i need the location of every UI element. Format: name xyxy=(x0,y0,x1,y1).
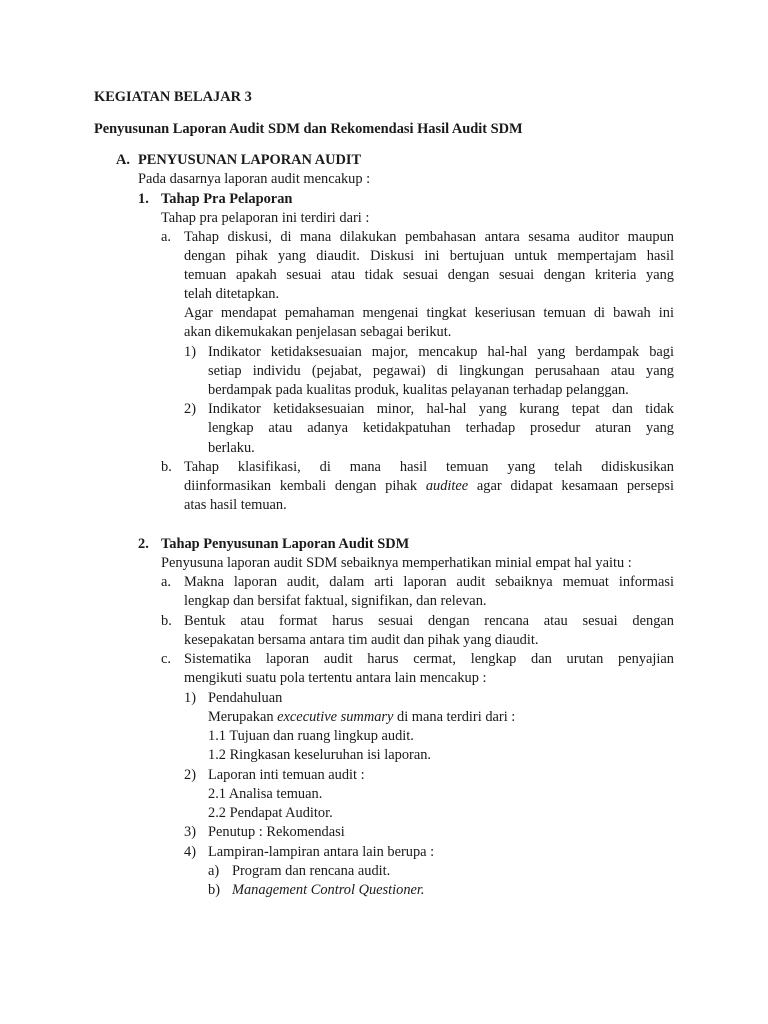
step1-b-line: diinformasikan kembali dengan pihak auditee agar didapat kesamaan persepsi xyxy=(184,478,674,494)
step1-a-line: temuan apakah sesuai atau tidak sesuai dengan sesuai dengan kriteria yang xyxy=(184,267,674,283)
sub-item: 1.2 Ringkasan keseluruhan isi laporan. xyxy=(208,747,432,763)
step1-a-line: Tahap diskusi, di mana dilakukan pembahasan antara sesama auditor maupun xyxy=(184,229,674,245)
step1-a-sub2-label: 2) xyxy=(184,401,196,417)
list-item-desc: Merupakan excecutive summary di mana terdiri dari : xyxy=(208,709,516,725)
page-subtitle: Penyusunan Laporan Audit SDM dan Rekomendasi Hasil Audit SDM xyxy=(94,121,523,137)
emphasis-executive-summary: excecutive summary xyxy=(277,709,394,725)
step2-intro: Penyusuna laporan audit SDM sebaiknya memperhatikan minial empat hal yaitu : xyxy=(161,555,632,571)
step2-c-label: c. xyxy=(161,651,171,667)
section-a-intro: Pada dasarnya laporan audit mencakup : xyxy=(138,171,371,187)
step1-a-sub2-line: berlaku. xyxy=(208,440,255,456)
list-item-text: Laporan inti temuan audit : xyxy=(208,767,365,783)
step1-a-sub2-line: lengkap atau adanya ketidakpatuhan terhadap prosedur aturan yang xyxy=(208,420,674,436)
sub-item: 2.2 Pendapat Auditor. xyxy=(208,805,333,821)
step1-a-sub2-line: Indikator ketidaksesuaian minor, hal-hal yang kurang tepat dan tidak xyxy=(208,401,674,417)
sub-item: 2.1 Analisa temuan. xyxy=(208,786,323,802)
step2-number: 2. xyxy=(138,536,149,552)
list-item-label: 1) xyxy=(184,690,196,706)
section-a-heading: PENYUSUNAN LAPORAN AUDIT xyxy=(138,152,362,168)
step1-a-line: dengan pihak yang diaudit. Diskusi ini bertujuan untuk mempertajam hasil xyxy=(184,248,674,264)
step1-a-sub1-line: berdampak pada kualitas produk, kualitas pelayanan terhadap pelanggan. xyxy=(208,382,629,398)
list-item-text: Penutup : Rekomendasi xyxy=(208,824,345,840)
step1-a-sub1-label: 1) xyxy=(184,344,196,360)
list-item-label: 4) xyxy=(184,844,196,860)
step2-c-line: Sistematika laporan audit harus cermat, lengkap dan urutan penyajian xyxy=(184,651,674,667)
list-item-label: 2) xyxy=(184,767,196,783)
list-item-text: Lampiran-lampiran antara lain berupa : xyxy=(208,844,435,860)
step1-a-line: telah ditetapkan. xyxy=(184,286,280,302)
step2-a-label: a. xyxy=(161,574,171,590)
step1-a-sub1-line: setiap individu (pejabat, pegawai) di lingkungan perusahaan atau yang xyxy=(208,363,674,379)
step2-b-label: b. xyxy=(161,613,172,629)
page-title: KEGIATAN BELAJAR 3 xyxy=(94,89,252,105)
sub-item: Program dan rencana audit. xyxy=(232,863,391,879)
step2-b-line: kesepakatan bersama antara tim audit dan pihak yang diaudit. xyxy=(184,632,539,648)
sub-item: Management Control Questioner. xyxy=(232,882,425,898)
step2-c-line: mengikuti suatu pola tertentu antara lain mencakup : xyxy=(184,670,487,686)
step1-a-label: a. xyxy=(161,229,171,245)
step2-a-line: lengkap dan bersifat faktual, signifikan, dan relevan. xyxy=(184,593,487,609)
emphasis-auditee: auditee xyxy=(425,478,469,494)
section-a-label: A. xyxy=(116,152,130,168)
sub-item-label: b) xyxy=(208,882,220,898)
step1-a-sub1-line: Indikator ketidaksesuaian major, mencakup hal-hal yang berdampak bagi xyxy=(208,344,674,360)
step1-b-line: atas hasil temuan. xyxy=(184,497,287,513)
step1-a-line: akan dikemukakan penjelasan sebagai berikut. xyxy=(184,324,452,340)
step2-a-line: Makna laporan audit, dalam arti laporan audit sebaiknya memuat informasi xyxy=(184,574,674,590)
step1-b-label: b. xyxy=(161,459,172,475)
step2-heading: Tahap Penyusunan Laporan Audit SDM xyxy=(161,536,410,552)
step1-b-line: Tahap klasifikasi, di mana hasil temuan yang telah didiskusikan xyxy=(184,459,674,475)
step1-a-line: Agar mendapat pemahaman mengenai tingkat keseriusan temuan di bawah ini xyxy=(184,305,674,321)
step1-heading: Tahap Pra Pelaporan xyxy=(161,191,293,207)
sub-item: 1.1 Tujuan dan ruang lingkup audit. xyxy=(208,728,414,744)
sub-item-label: a) xyxy=(208,863,220,879)
step2-b-line: Bentuk atau format harus sesuai dengan rencana atau sesuai dengan xyxy=(184,613,674,629)
list-item-label: 3) xyxy=(184,824,196,840)
list-item-text: Pendahuluan xyxy=(208,690,283,706)
step1-intro: Tahap pra pelaporan ini terdiri dari : xyxy=(161,210,370,226)
step1-number: 1. xyxy=(138,191,149,207)
